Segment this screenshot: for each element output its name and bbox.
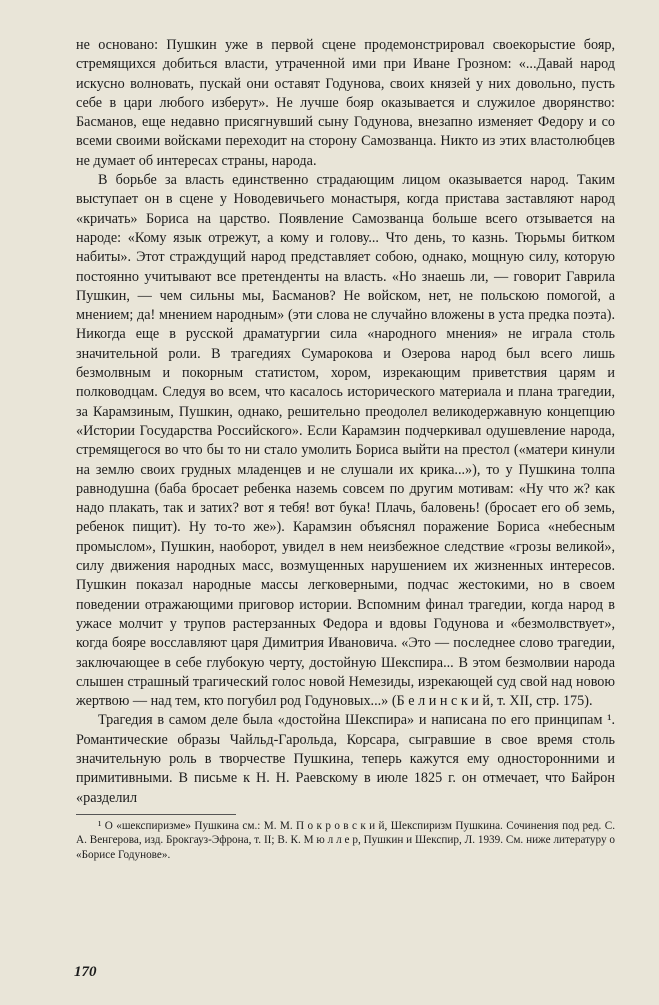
footnote: ¹ О «шекспиризме» Пушкина см.: М. М. П о к р о в с к и й, Шекспиризм Пушкина. Сочинения под ред. С. А. Венгерова, изд. Брокгауз-Эфрона, т. II; В. К. М ю л л е р, Пушкин и Шекспир, Л. 1939. См. ниже литературу о «Борисе Годунове». [76,819,615,861]
paragraph: не основано: Пушкин уже в первой сцене продемонстрировал своекорыстие бояр, стремящихся добиться власти, утраченной ими при Иване Грозном: «...Давай народ искусно волновать, пускай они оставят Годунова, своих князей у них довольно, пусть себе в цари любого изберут». Не лучше бояр оказывается и служилое дворянство: Басманов, еще недавно присягнувший сыну Годунова, внезапно изменяет Федору и со всеми своими войсками переходит на сторону Самозванца. Никто из этих властолюбцев не думает об интересах страны, народа. [76,37,615,169]
body-text [76,36,615,808]
page-number: 170 [74,964,97,980]
footnote-separator [76,814,236,815]
paragraph: В борьбе за власть единственно страдающим лицом оказывается народ. Таким выступает он в сцене у Новодевичьего монастыря, когда пристава заставляют народ «кричать» Бориса на царство. Появление Самозванца больше всего отзывается на народе: «Кому язык отрежут, а кому и голову... Что день, то казнь. Тюрьмы битком набиты». Этот страждущий народ представляет собою, однако, мощную силу, которую постоянно учитывают все претенденты на власть. «Но знаешь ли, — говорит Гаврила Пушкин, — чем сильны мы, Басманов? Не войском, нет, не польскою помогой, а мнением; да! мнением народным» (эти слова не случайно вложены в уста предка поэта). Никогда еще в русской драматургии сила «народного мнения» не играла столь значительной роли. В трагедиях Сумарокова и Озерова народ был всего лишь безмолвным и покорным статистом, хором, изрекающим приветствия царям и полководцам. Следуя во всем, что касалось исторического материала и плана трагедии, за Карамзиным, Пушкин, однако, решительно преодолел великодержавную концепцию «Истории Государства Российского». Если Карамзин подчеркивал одушевление народа, стремящегося во что бы то ни стало умолить Бориса выйти на престол («матери кинули на землю своих грудных младенцев и не слушали их крика...»), то у Пушкина толпа равнодушна (баба бросает ребенка наземь совсем по другим мотивам: «Ну что ж? как надо плакать, так и затих? вот я тебя! вот бука! Плачь, баловень! (бросает его об земь, ребенок пищит). Ну то-то же»). Карамзин объяснял поражение Бориса «небесным промыслом», Пушкин, наоборот, увидел в нем неизбежное следствие «грозы великой», силу движения народных масс, возмущенных нарушением их жизненных интересов. Пушкин показал народные массы легковерными, подчас жестокими, но в своем поведении отражающими приговор истории. Вспомним финал трагедии, когда народ в ужасе молчит у трупов растерзанных Федора и вдовы Годунова и «безмолвствует», когда бояре восславляют царя Димитрия Ивановича. «Это — последнее слово трагедии, заключающее в себе глубокую черту, достойную Шекспира... В этом безмолвии народа слышен страшный трагический голос новой Немезиды, изрекающей суд свой над новою жертвою — над тем, кто погубил род Годуновых...» (Б е л и н с к и й, т. XII, стр. 175). [76,172,615,710]
paragraph: Трагедия в самом деле была «достойна Шекспира» и написана по его принципам ¹. Романтические образы Чайльд-Гарольда, Корсара, сыгравшие в свое время столь значительную роль в творчестве Пушкина, теперь кажутся ему односторонними и примитивными. В письме к Н. Н. Раевскому в июле 1825 г. он отмечает, что Байрон «разделил [76,712,615,806]
